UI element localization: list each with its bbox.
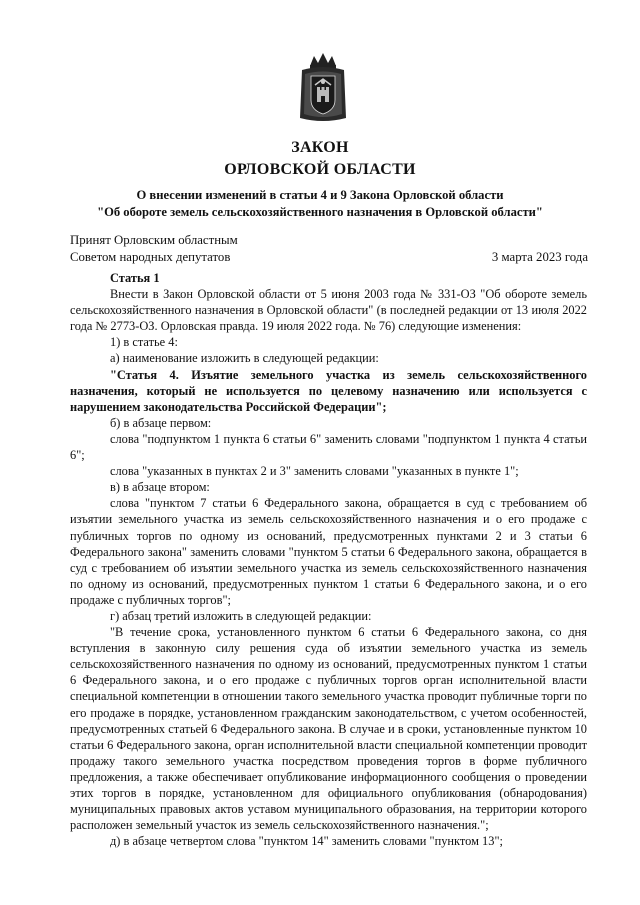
adoption-line1: Принят Орловским областным [70,233,238,247]
paragraph: слова "указанных в пунктах 2 и 3" заменить словами "указанных в пункте 1"; [110,464,519,479]
adoption-line2: Советом народных депутатов [70,250,231,264]
coat-of-arms-emblem [296,52,350,126]
paragraph: в) в абзаце втором: [110,480,210,495]
article-heading: Статья 1 [110,271,160,285]
paragraph: "В течение срока, установленного пунктом 6 статьи 6 Федерального закона, со дня вступления в законную силу решения суда об изъятии земельного участка из земель сельскохозяйственного назначения по одному из оснований, предусмотренных пунктом 1 статьи 6 Федерального закона, и о его продаже с публичных торгов орган исполнительной власти специальной компетенции в отношении такого земельного участка проводит публичные торги по его продаже в порядке, установленном гражданским законодательством, с учетом особенностей, предусмотренных статьей 6 Федерального закона. В случае и в сроки, установленные пунктом 10 статьи 6 Федерального закона, орган исполнительной власти специальной компетенции проводит продажу такого земельного участка посредством проведения торгов в форме публичного предложения, а также обеспечивает опубликование информационного сообщения о проведении этих торгов в порядке, установленном для официального опубликования (обнародования) муниципальных правовых актов уставом муниципального образования, на территории которого расположен земельный участок из земель сельскохозяйственного назначения."; [70,625,587,833]
paragraph: слова "пунктом 7 статьи 6 Федерального закона, обращается в суд с требованием об изъятии земельного участка из земель сельскохозяйственного назначения и о его продаже с публичных торгов по одному из оснований, предусмотренных пунктами 2 и 3 статьи 6 Федерального закона" заменить словами "пунктом 5 статьи 6 Федерального закона, обращается в суд с требованием об изъятии земельного участка из земель сельскохозяйственного назначения по одному из оснований, предусмотренных пунктом 1 статьи 6 Федерального закона, и о его продаже с публичных торгов"; [70,496,587,607]
adoption-date: 3 марта 2023 года [491,250,588,264]
law-subtitle-line1: О внесении изменений в статьи 4 и 9 Закона Орловской области [136,188,504,202]
paragraph: а) наименование изложить в следующей редакции: [110,351,379,366]
law-body [70,270,587,849]
paragraph: б) в абзаце первом: [110,415,212,430]
paragraph: г) абзац третий изложить в следующей редакции: [110,608,372,623]
paragraph: слова "подпунктом 1 пункта 6 статьи 6" заменить словами "подпунктом 1 пункта 4 статьи 6"; [70,431,587,463]
law-subtitle-line2: "Об обороте земель сельскохозяйственного назначения в Орловской области" [97,205,543,219]
paragraph: Внести в Закон Орловской области от 5 июня 2003 года № 331-ОЗ "Об обороте земель сельскохозяйственного назначения в Орловской области" (в последней редакции от 13 июля 2022 года № 2773-ОЗ. Орловская правда. 19 июля 2022 года. № 76) следующие изменения: [70,287,587,334]
paragraph: д) в абзаце четвертом слова "пунктом 14" заменить словами "пунктом 13"; [110,834,503,849]
paragraph: 1) в статье 4: [110,335,178,350]
law-region: ОРЛОВСКОЙ ОБЛАСТИ [224,161,416,178]
adoption-block [70,232,238,266]
law-title: ЗАКОН [291,139,349,156]
paragraph-bold-quote: "Статья 4. Изъятие земельного участка из земель сельскохозяйственного назначения, который не используется по целевому назначению или используется с нарушением законодательства Российской Федерации"; [70,367,587,414]
